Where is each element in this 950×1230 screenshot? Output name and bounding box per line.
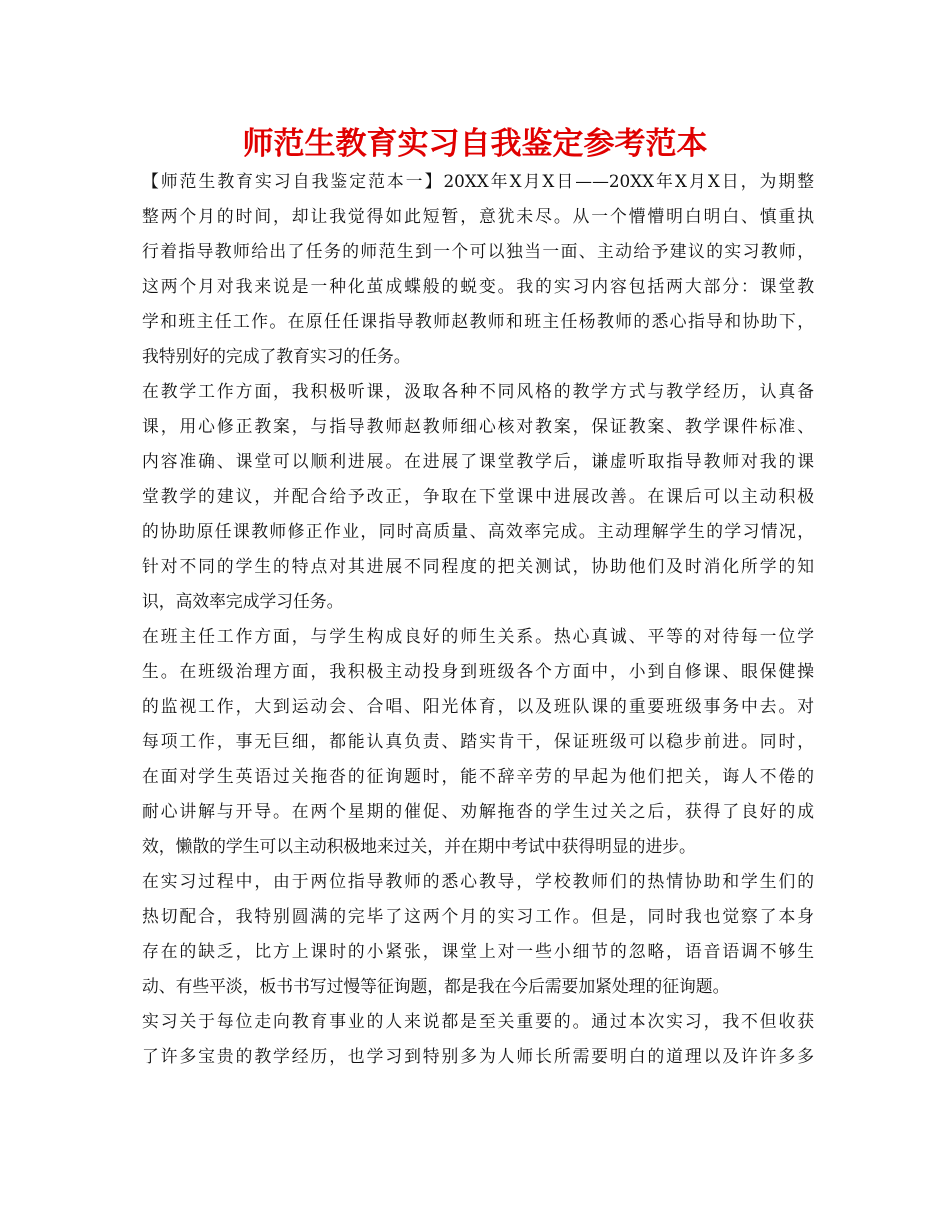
text-line: 针对不同的学生的特点对其进展不同程度的把关测试，协助他们及时消化所学的知 [142, 556, 814, 576]
text-line: 的协助原任课教师修正作业，同时高质量、高效率完成。主动理解学生的学习情况， [142, 521, 814, 541]
text-line: 在班主任工作方面，与学生构成良好的师生关系。热心真诚、平等的对待每一位学 [142, 626, 814, 646]
text-line: 的监视工作，大到运动会、合唱、阳光体育，以及班队课的重要班级事务中去。对 [142, 696, 814, 716]
text-line: 课，用心修正教案，与指导教师赵教师细心核对教案，保证教案、教学课件标准、 [142, 416, 814, 436]
text-line: 整两个月的时间，却让我觉得如此短暂，意犹未尽。从一个懵懵明白明白、慎重执 [142, 206, 814, 226]
text-line: 实习关于每位走向教育事业的人来说都是至关重要的。通过本次实习，我不但收获 [142, 1011, 814, 1031]
text-line: 这两个月对我来说是一种化茧成蝶般的蜕变。我的实习内容包括两大部分：课堂教 [142, 276, 814, 296]
text-line: 耐心讲解与开导。在两个星期的催促、劝解拖沓的学生过关之后，获得了良好的成 [142, 801, 814, 821]
text-line: 在面对学生英语过关拖沓的征询题时，能不辞辛劳的早起为他们把关，诲人不倦的 [142, 766, 814, 786]
text-line: 每项工作，事无巨细，都能认真负责、踏实肯干，保证班级可以稳步前进。同时， [142, 731, 814, 751]
text-line: 了许多宝贵的教学经历，也学习到特别多为人师长所需要明白的道理以及许许多多 [142, 1046, 814, 1066]
text-line: 堂教学的建议，并配合给予改正，争取在下堂课中进展改善。在课后可以主动积极 [142, 486, 814, 506]
document-title: 师范生教育实习自我鉴定参考范本 [242, 126, 708, 162]
text-line: 内容准确、课堂可以顺利进展。在进展了课堂教学后，谦虚听取指导教师对我的课 [142, 451, 814, 471]
text-line: 效，懒散的学生可以主动积极地来过关，并在期中考试中获得明显的进步。 [142, 836, 696, 856]
text-line: 生。在班级治理方面，我积极主动投身到班级各个方面中，小到自修课、眼保健操 [142, 661, 814, 681]
text-line: 在实习过程中，由于两位指导教师的悉心教导，学校教师们的热情协助和学生们的 [142, 871, 814, 891]
text-line: 动、有些平淡，板书书写过慢等征询题，都是我在今后需要加紧处理的征询题。 [142, 976, 730, 996]
text-line: 我特别好的完成了教育实习的任务。 [142, 346, 411, 366]
text-line: 行着指导教师给出了任务的师范生到一个可以独当一面、主动给予建议的实习教师， [142, 241, 814, 261]
text-line: 学和班主任工作。在原任任课指导教师赵教师和班主任杨教师的悉心指导和协助下， [142, 311, 814, 331]
text-line: 热切配合，我特别圆满的完毕了这两个月的实习工作。但是，同时我也觉察了本身 [142, 906, 814, 926]
text-line: 在教学工作方面，我积极听课，汲取各种不同风格的教学方式与教学经历，认真备 [142, 381, 814, 401]
text-line: 【师范生教育实习自我鉴定范本一】20XX年X月X日——20XX年X月X日，为期整 [142, 171, 814, 191]
text-line: 存在的缺乏，比方上课时的小紧张，课堂上对一些小细节的忽略，语音语调不够生 [142, 941, 814, 961]
text-line: 识，高效率完成学习任务。 [142, 591, 344, 611]
